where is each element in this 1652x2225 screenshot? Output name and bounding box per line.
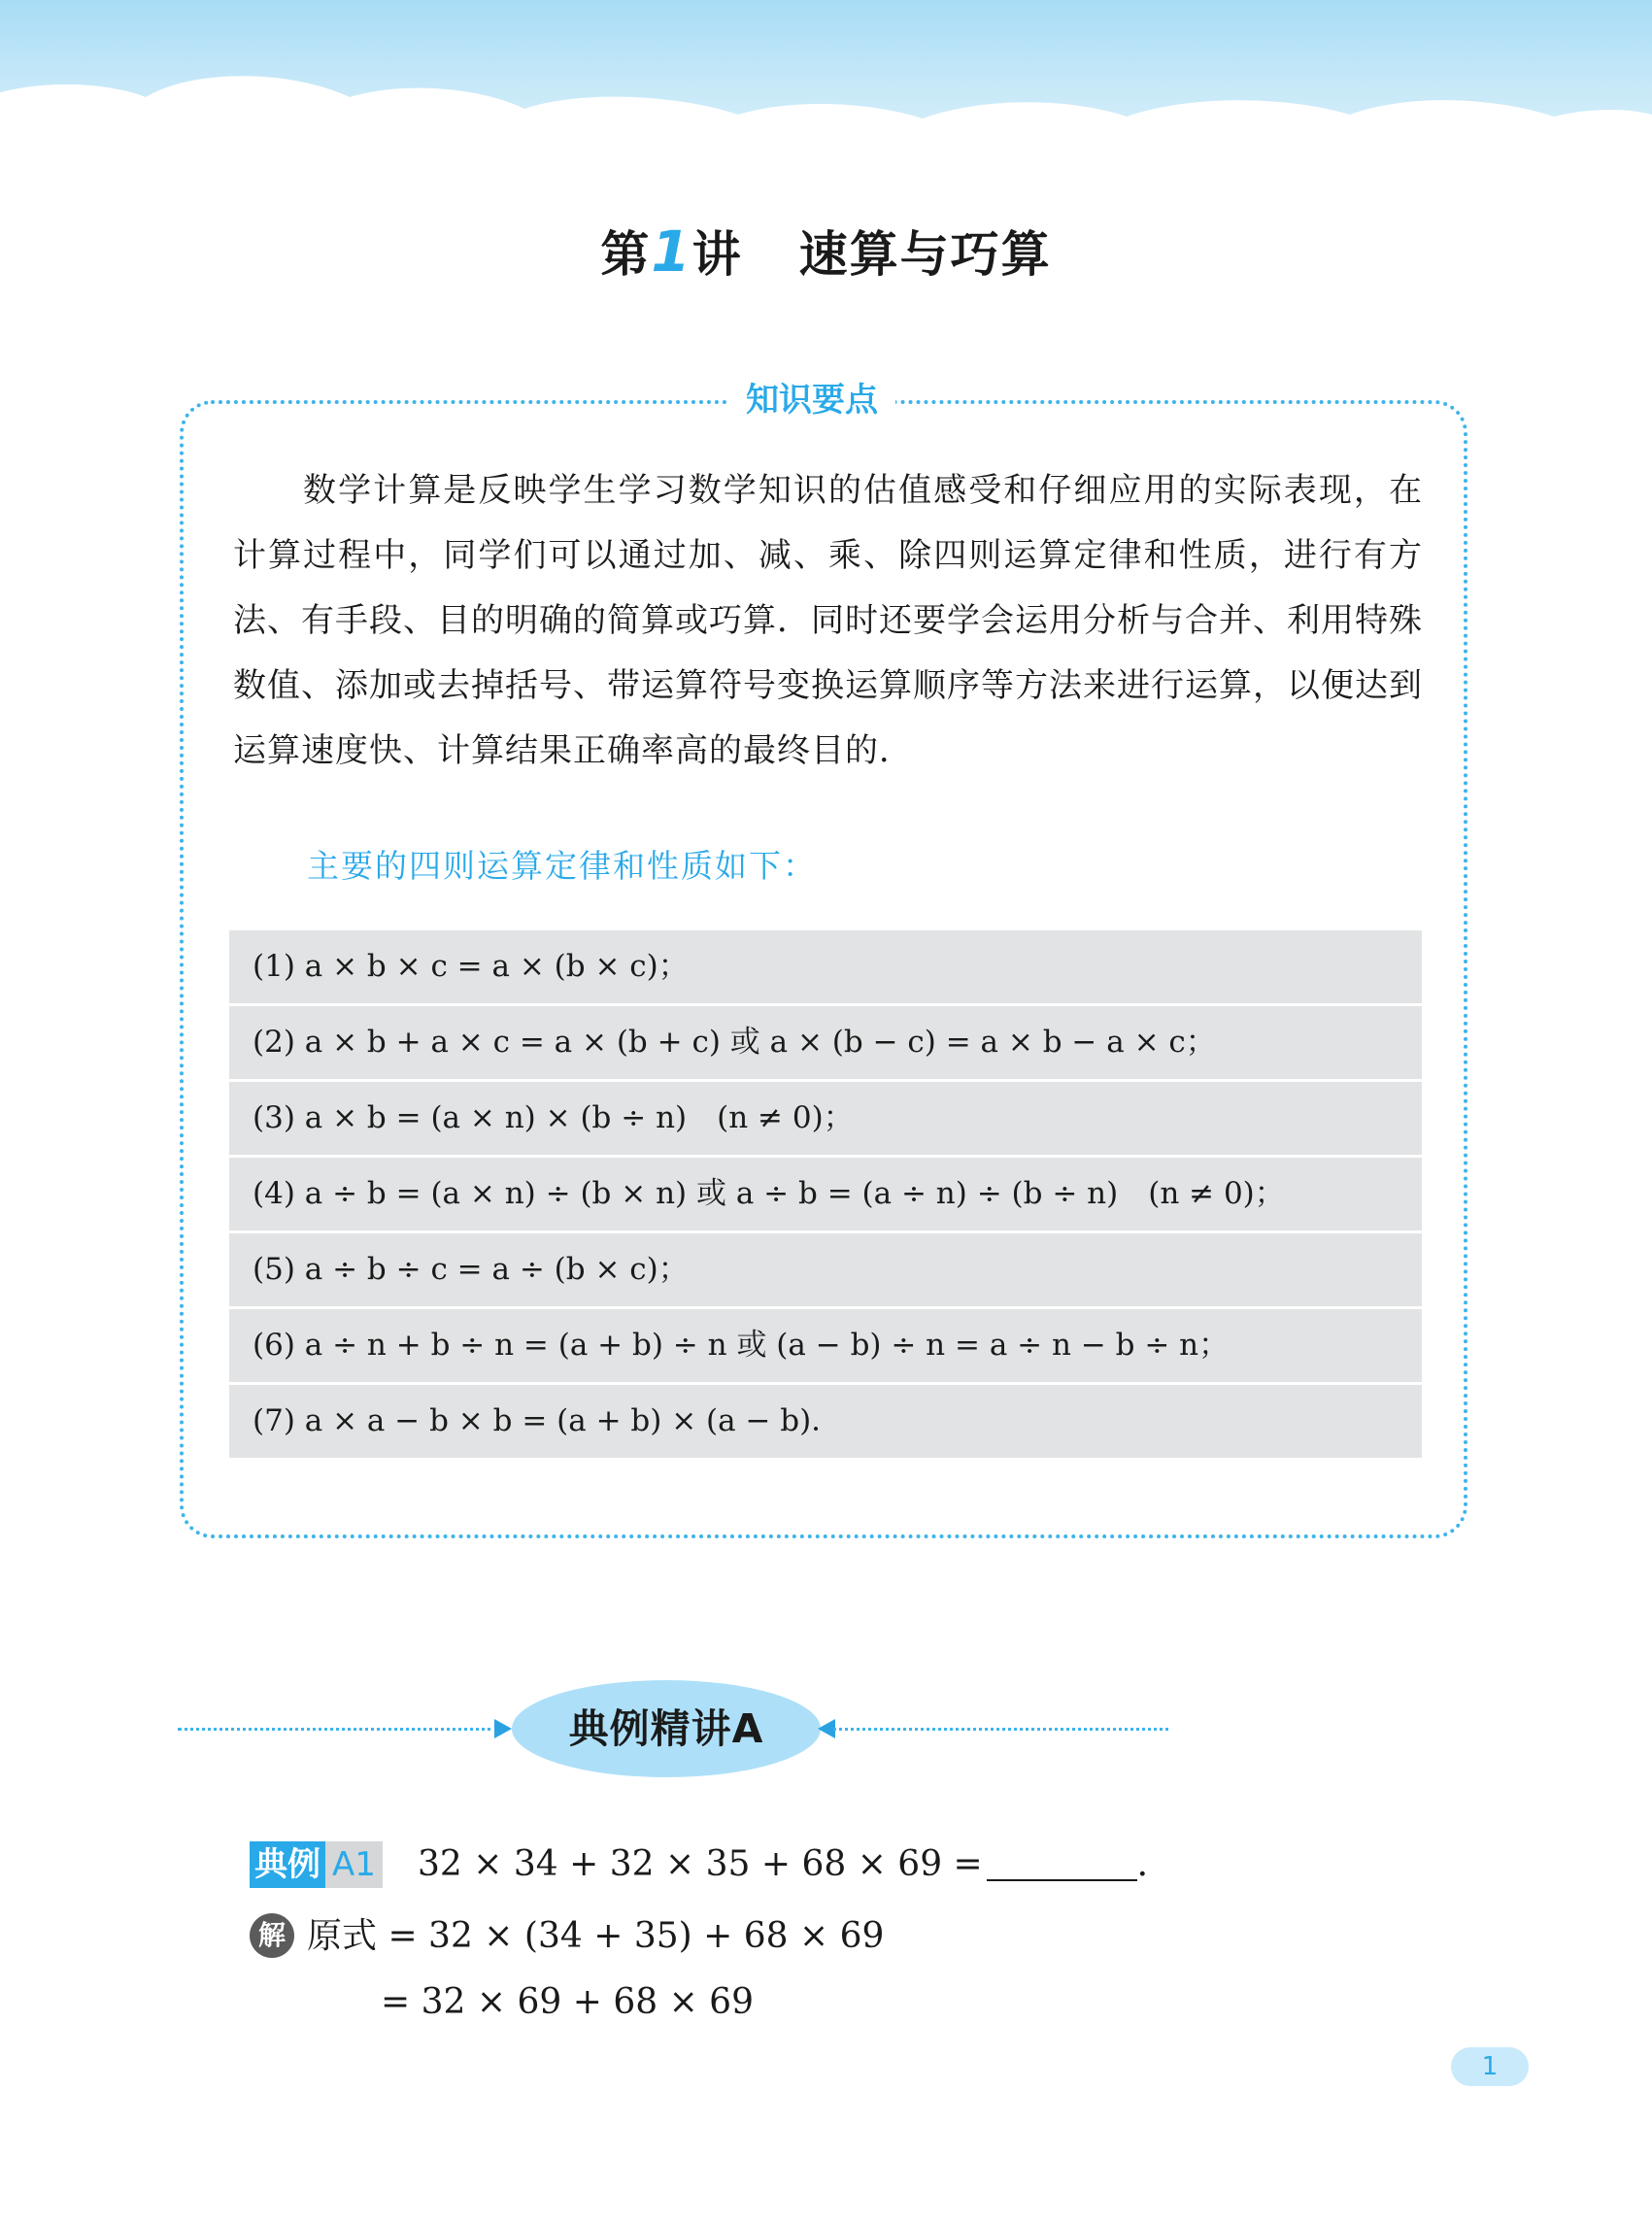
rule-row: (7) a × a − b × b = (a + b) × (a − b)． [229,1385,1422,1458]
rule-row: (3) a × b = (a × n) × (b ÷ n) (n ≠ 0)； [229,1082,1422,1155]
title-suffix: 讲 [691,225,743,283]
solution-icon: 解 [250,1913,294,1958]
example-badge-label: 典例 [250,1841,325,1888]
section-divider-left [178,1728,498,1731]
section-title: 典例精讲A [512,1680,821,1777]
example-problem [418,1841,1172,1888]
rules-subheading: 主要的四则运算定律和性质如下： [307,847,817,885]
rule-row: (2) a × b + a × c = a × (b + c) 或 a × (b − c) = a × b − a × c； [229,1006,1422,1079]
section-divider-right [833,1728,1168,1731]
page-title [0,216,1652,286]
answer-blank [987,1844,1137,1881]
problem-end: ． [1136,1844,1172,1884]
rule-row: (1) a × b × c = a × (b × c)； [229,930,1422,1003]
intro-paragraph: 数学计算是反映学生学习数学知识的估值感受和仔细应用的实际表现，在计算过程中，同学们可以通过加、减、乘、除四则运算定律和性质，进行有方法、有手段、目的明确的简算或巧算．同时还要学会运用分析与合并、利用特殊数值、添加或去掉括号、带运算符号变换运算顺序等方法来进行运算，以便达到运算速度快、计算结果正确率高的最终目的． [233,471,1423,770]
lesson-topic: 速算与巧算 [798,225,1052,283]
rule-row: (5) a ÷ b ÷ c = a ÷ (b × c)； [229,1233,1422,1306]
problem-expression: 32 × 34 + 32 × 35 + 68 × 69 = [418,1844,983,1884]
rule-row: (4) a ÷ b = (a × n) ÷ (b × n) 或 a ÷ b = (a ÷ n) ÷ (b ÷ n) (n ≠ 0)； [229,1158,1422,1230]
rules-table [229,930,1422,1458]
example-badge-id: A1 [325,1841,383,1888]
lesson-number: 1 [651,219,692,285]
solution-line: 原式 = 32 × (34 + 35) + 68 × 69 [307,1916,885,1956]
page-number: 1 [1451,2047,1529,2086]
title-prefix: 第 [600,225,652,283]
cloud-decoration [0,0,1652,185]
knowledge-heading: 知识要点 [728,377,895,423]
example-badge [250,1841,383,1888]
solution-line: = 32 × 69 + 68 × 69 [381,1982,754,2022]
rule-row: (6) a ÷ n + b ÷ n = (a + b) ÷ n 或 (a − b) ÷ n = a ÷ n − b ÷ n； [229,1309,1422,1382]
arrow-right-icon [494,1719,512,1738]
